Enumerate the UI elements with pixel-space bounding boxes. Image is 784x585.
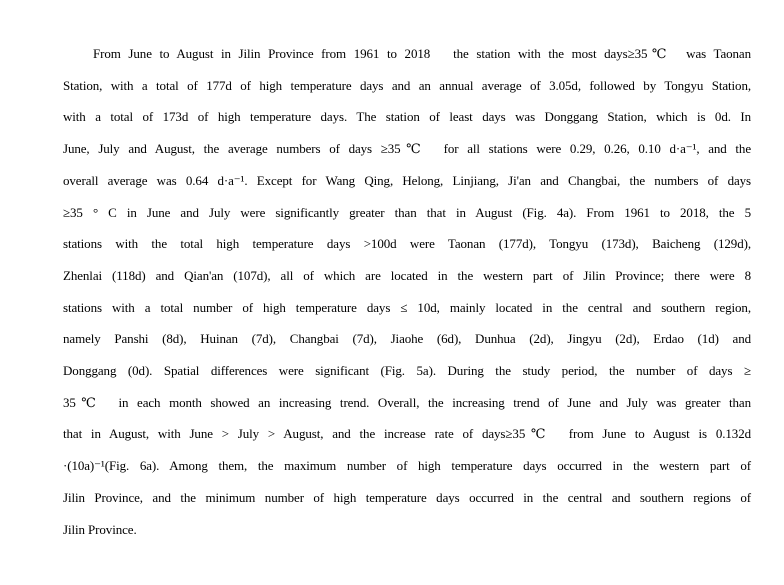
paragraph-line-14: ·(10a)⁻¹(Fig. 6a). Among them, the maximum number of high temperature days occurred in the western part of	[63, 458, 751, 474]
paragraph-line-11: Donggang (0d). Spatial differences were significant (Fig. 5a). During the study period, the number of days ≥	[63, 363, 751, 379]
paragraph-line-16: Jilin Province.	[63, 521, 137, 537]
paragraph-line-12: 35℃ in each month showed an increasing trend. Overall, the increasing trend of June and July was greater than	[63, 394, 751, 410]
paragraph-line-05: overall average was 0.64 d·a⁻¹. Except for Wang Qing, Helong, Linjiang, Ji'an and Changbai, the numbers of days	[63, 172, 751, 188]
paragraph-line-09: stations with a total number of high temperature days ≤ 10d, mainly located in the central and southern region,	[63, 299, 751, 315]
paragraph-line-01: From June to August in Jilin Province from 1961 to 2018 the station with the most days≥35℃ was Taonan	[93, 46, 751, 61]
paragraph-line-02: Station, with a total of 177d of high temperature days and an annual average of 3.05d, followed by Tongyu Station,	[63, 77, 751, 93]
paragraph-line-04: June, July and August, the average numbers of days ≥35℃ for all stations were 0.29, 0.26, 0.10 d·a⁻¹, and the	[63, 141, 751, 157]
paragraph-line-15: Jilin Province, and the minimum number of high temperature days occurred in the central and southern regions of	[63, 489, 751, 505]
body-paragraph	[63, 38, 751, 545]
paragraph-line-03: with a total of 173d of high temperature days. The station of least days was Donggang Station, which is 0d. In	[63, 109, 751, 125]
paragraph-line-08: Zhenlai (118d) and Qian'an (107d), all of which are located in the western part of Jilin Province; there were 8	[63, 267, 751, 283]
paragraph-line-10: namely Panshi (8d), Huinan (7d), Changbai (7d), Jiaohe (6d), Dunhua (2d), Jingyu (2d), Erdao (1d) and	[63, 331, 751, 347]
paragraph-line-06: ≥35 ° C in June and July were significantly greater than that in August (Fig. 4a). From 1961 to 2018, the 5	[63, 204, 751, 220]
paragraph-line-13: that in August, with June > July > August, and the increase rate of days≥35℃ from June to August is 0.132d	[63, 426, 751, 442]
paragraph-line-07: stations with the total high temperature days >100d were Taonan (177d), Tongyu (173d), Baicheng (129d),	[63, 236, 751, 252]
